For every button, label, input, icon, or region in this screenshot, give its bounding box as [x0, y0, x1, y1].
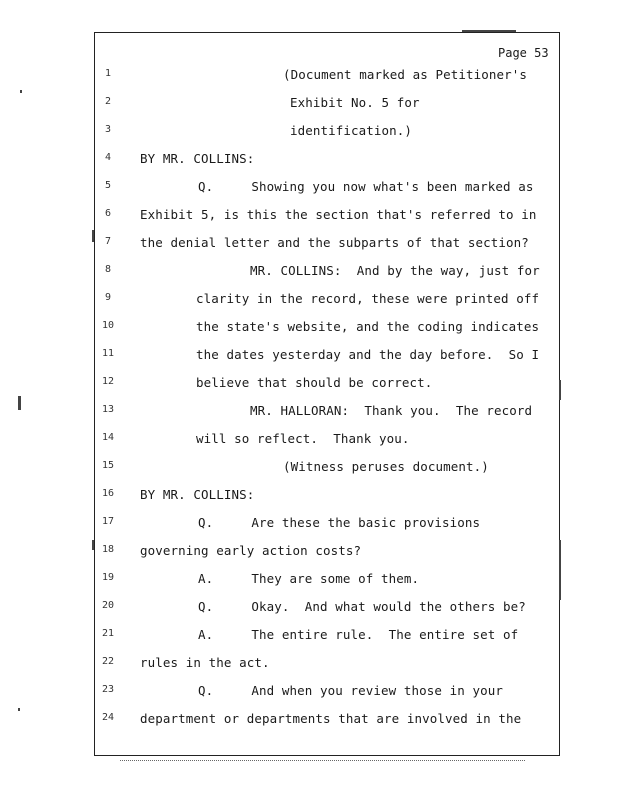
transcript-line: will so reflect. Thank you.: [196, 431, 410, 446]
line-number: 14: [101, 432, 115, 443]
line-number: 23: [101, 684, 115, 695]
line-number: 12: [101, 376, 115, 387]
transcript-line: Q. Are these the basic provisions: [198, 515, 481, 530]
page-number: Page 53: [498, 46, 549, 60]
line-number: 11: [101, 348, 115, 359]
transcript-line: Exhibit 5, is this the section that's referred to in: [140, 207, 537, 222]
transcript-line: clarity in the record, these were printed off: [196, 291, 540, 306]
transcript-line: the state's website, and the coding indicates: [196, 319, 540, 334]
scan-mark: [559, 540, 561, 600]
line-number: 8: [104, 264, 112, 275]
line-number: 9: [104, 292, 112, 303]
line-number: 5: [104, 180, 112, 191]
transcript-line: Q. Okay. And what would the others be?: [198, 599, 526, 614]
transcript-line: rules in the act.: [140, 655, 270, 670]
line-number: 15: [101, 460, 115, 471]
transcript-line: MR. HALLORAN: Thank you. The record: [250, 403, 533, 418]
line-number: 24: [101, 712, 115, 723]
scan-mark: [92, 230, 94, 242]
transcript-line: governing early action costs?: [140, 543, 362, 558]
line-number: 22: [101, 656, 115, 667]
line-number: 10: [101, 320, 115, 331]
line-number: 1: [104, 68, 112, 79]
scan-mark: [18, 396, 21, 410]
line-number: 3: [104, 124, 112, 135]
line-number: 6: [104, 208, 112, 219]
examiner-heading: BY MR. COLLINS:: [140, 487, 255, 502]
transcript-line: department or departments that are involved in the: [140, 711, 522, 726]
transcript-line: the dates yesterday and the day before. So I: [196, 347, 540, 362]
scan-mark: [92, 540, 94, 550]
transcript-line: believe that should be correct.: [196, 375, 433, 390]
footer-rule: [120, 760, 525, 761]
line-number: 20: [101, 600, 115, 611]
transcript-line: A. They are some of them.: [198, 571, 420, 586]
line-number: 13: [101, 404, 115, 415]
line-number: 19: [101, 572, 115, 583]
transcript-line: (Witness peruses document.): [283, 459, 489, 474]
scan-mark: [462, 30, 516, 32]
line-number: 2: [104, 96, 112, 107]
line-number: 18: [101, 544, 115, 555]
transcript-line: MR. COLLINS: And by the way, just for: [250, 263, 540, 278]
examiner-heading: BY MR. COLLINS:: [140, 151, 255, 166]
scan-mark: [20, 90, 22, 93]
transcript-line: A. The entire rule. The entire set of: [198, 627, 519, 642]
transcript-line: Q. Showing you now what's been marked as: [198, 179, 534, 194]
transcript-line: the denial letter and the subparts of that section?: [140, 235, 529, 250]
transcript-line: Q. And when you review those in your: [198, 683, 504, 698]
line-number: 21: [101, 628, 115, 639]
transcript-line: (Document marked as Petitioner's: [283, 67, 528, 82]
transcript-line: identification.): [290, 123, 413, 138]
line-number: 17: [101, 516, 115, 527]
transcript-line: Exhibit No. 5 for: [290, 95, 420, 110]
scan-mark: [18, 708, 20, 711]
line-number: 16: [101, 488, 115, 499]
scan-mark: [559, 380, 561, 400]
line-number: 7: [104, 236, 112, 247]
line-number: 4: [104, 152, 112, 163]
page-border: [94, 32, 560, 756]
